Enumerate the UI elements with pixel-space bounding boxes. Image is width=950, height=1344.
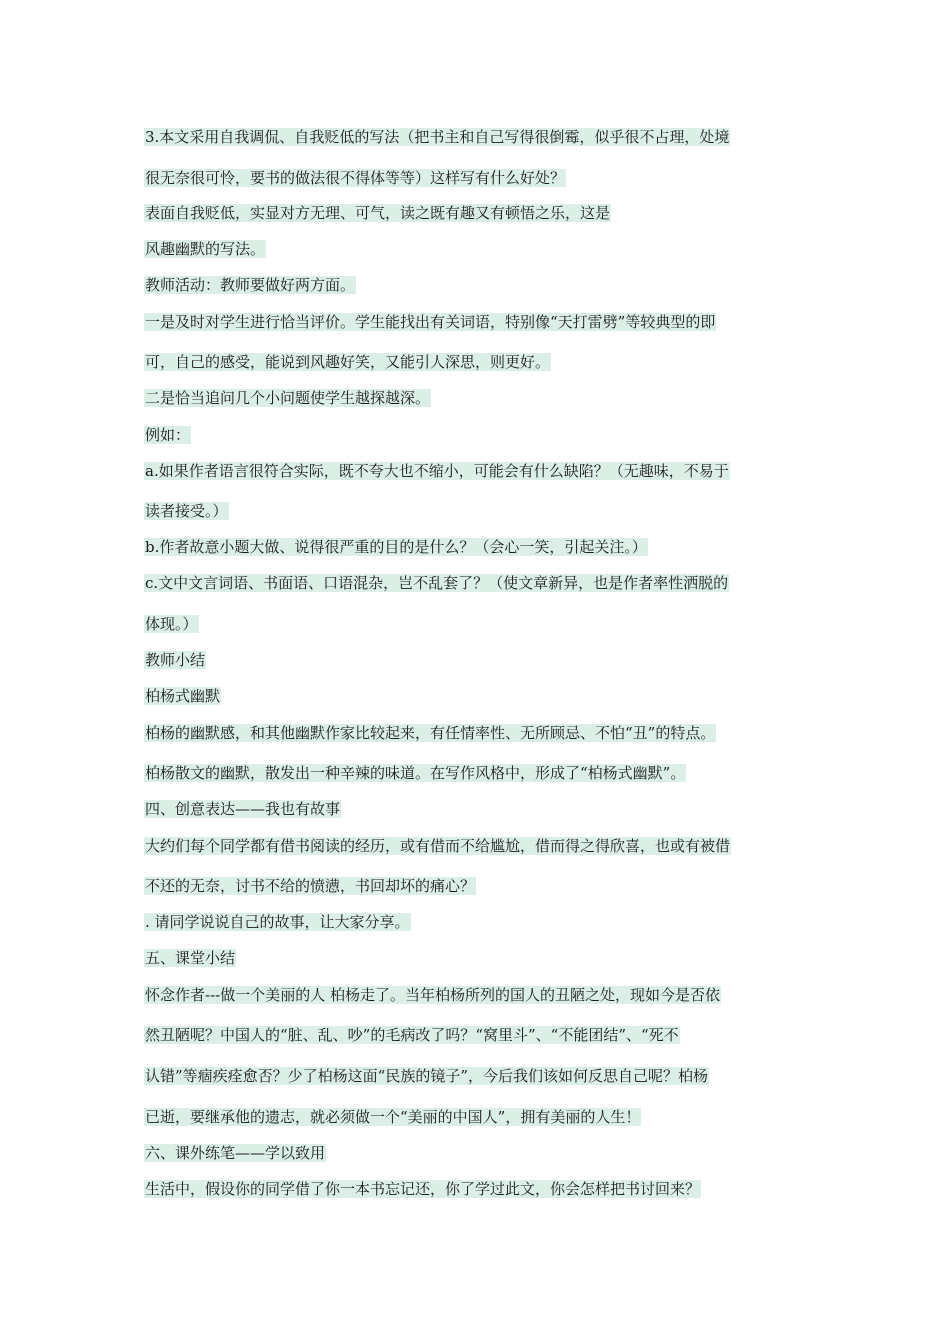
text-line [144, 1179, 701, 1199]
text-line [144, 127, 730, 147]
text-line [144, 537, 648, 557]
text-line [144, 239, 266, 259]
highlighted-text: 认错”等痼疾痊愈否？少了柏杨这面“民族的镜子”，今后我们该如何反思自己呢？柏杨 [145, 1067, 709, 1085]
highlighted-text: 已逝，要继承他的遗志，就必须做一个“美丽的中国人”，拥有美丽的人生！ [145, 1108, 641, 1126]
text-line [144, 836, 731, 856]
highlighted-text: 表面自我贬低，实显对方无理、可气，读之既有趣又有顿悟之乐，这是 [145, 204, 611, 222]
highlighted-text: 教师小结 [145, 651, 206, 669]
highlighted-text: 例如： [145, 426, 191, 444]
highlighted-text: 二是恰当追问几个小问题使学生越探越深。 [145, 389, 431, 407]
highlighted-text: 柏杨式幽默 [145, 687, 221, 705]
text-line [144, 425, 191, 445]
highlighted-text: 很无奈很可怜，要书的做法很不得体等等）这样写有什么好处？ [145, 169, 566, 187]
text-line [144, 985, 721, 1005]
text-line [144, 1107, 641, 1127]
highlighted-text: 柏杨散文的幽默，散发出一种辛辣的味道。在写作风格中，形成了“柏杨式幽默”。 [145, 764, 686, 782]
text-line [144, 168, 566, 188]
highlighted-text: 一是及时对学生进行恰当评价。学生能找出有关词语，特别像“天打雷劈”等较典型的即 [145, 313, 716, 331]
highlighted-text: 然丑陋呢？中国人的“脏、乱、吵”的毛病改了吗？“窝里斗”、“不能团结”、“死不 [145, 1026, 679, 1044]
text-line [144, 1066, 709, 1086]
highlighted-text: 读者接受。） [145, 502, 228, 520]
text-line [144, 1143, 326, 1163]
text-line [144, 573, 729, 593]
text-line [144, 799, 341, 819]
text-line [144, 312, 716, 332]
text-line [144, 1025, 680, 1045]
text-line [144, 686, 221, 706]
highlighted-text: 六、课外练笔——学以致用 [145, 1144, 326, 1162]
highlighted-text: . 请同学说说自己的故事，让大家分享。 [145, 913, 410, 931]
highlighted-text: 可，自己的感受，能说到风趣好笑，又能引人深思，则更好。 [145, 353, 551, 371]
highlighted-text: 大约们每个同学都有借书阅读的经历，或有借而不给尴尬，借而得之得欣喜，也或有被借 [145, 837, 731, 855]
highlighted-text: 生活中，假设你的同学借了你一本书忘记还，你了学过此文，你会怎样把书讨回来？ [145, 1180, 701, 1198]
highlighted-text: a.如果作者语言很符合实际，既不夸大也不缩小，可能会有什么缺陷？（无趣味，不易于 [145, 462, 729, 480]
text-line [144, 650, 206, 670]
text-line [144, 912, 411, 932]
text-line [144, 948, 236, 968]
highlighted-text: 怀念作者---做一个美丽的人 柏杨走了。当年柏杨所列的国人的丑陋之处，现如今是否依 [145, 986, 720, 1004]
highlighted-text: 不还的无奈，讨书不给的愤懑，书回却坏的痛心？ [145, 877, 476, 895]
highlighted-text: 体现。） [145, 615, 198, 633]
highlighted-text: 四、创意表达——我也有故事 [145, 800, 341, 818]
highlighted-text: 柏杨的幽默感，和其他幽默作家比较起来，有任情率性、无所顾忌、不怕“丑”的特点。 [145, 724, 716, 742]
highlighted-text: 3.本文采用自我调侃、自我贬低的写法（把书主和自己写得很倒霉，似乎很不占理，处境 [145, 128, 730, 146]
text-line [144, 275, 356, 295]
text-line [144, 614, 199, 634]
highlighted-text: c.文中文言词语、书面语、口语混杂，岂不乱套了？（使文章新异，也是作者率性洒脱的 [145, 574, 729, 592]
highlighted-text: 风趣幽默的写法。 [145, 240, 266, 258]
highlighted-text: 五、课堂小结 [145, 949, 236, 967]
text-line [144, 723, 716, 743]
text-line [144, 388, 431, 408]
highlighted-text: b.作者故意小题大做、说得很严重的目的是什么？（会心一笑，引起关注。） [145, 538, 647, 556]
highlighted-text: 教师活动：教师要做好两方面。 [145, 276, 356, 294]
text-line [144, 763, 686, 783]
text-line [144, 501, 229, 521]
text-line [144, 876, 476, 896]
text-line [144, 461, 730, 481]
text-line [144, 203, 611, 223]
text-line [144, 352, 551, 372]
